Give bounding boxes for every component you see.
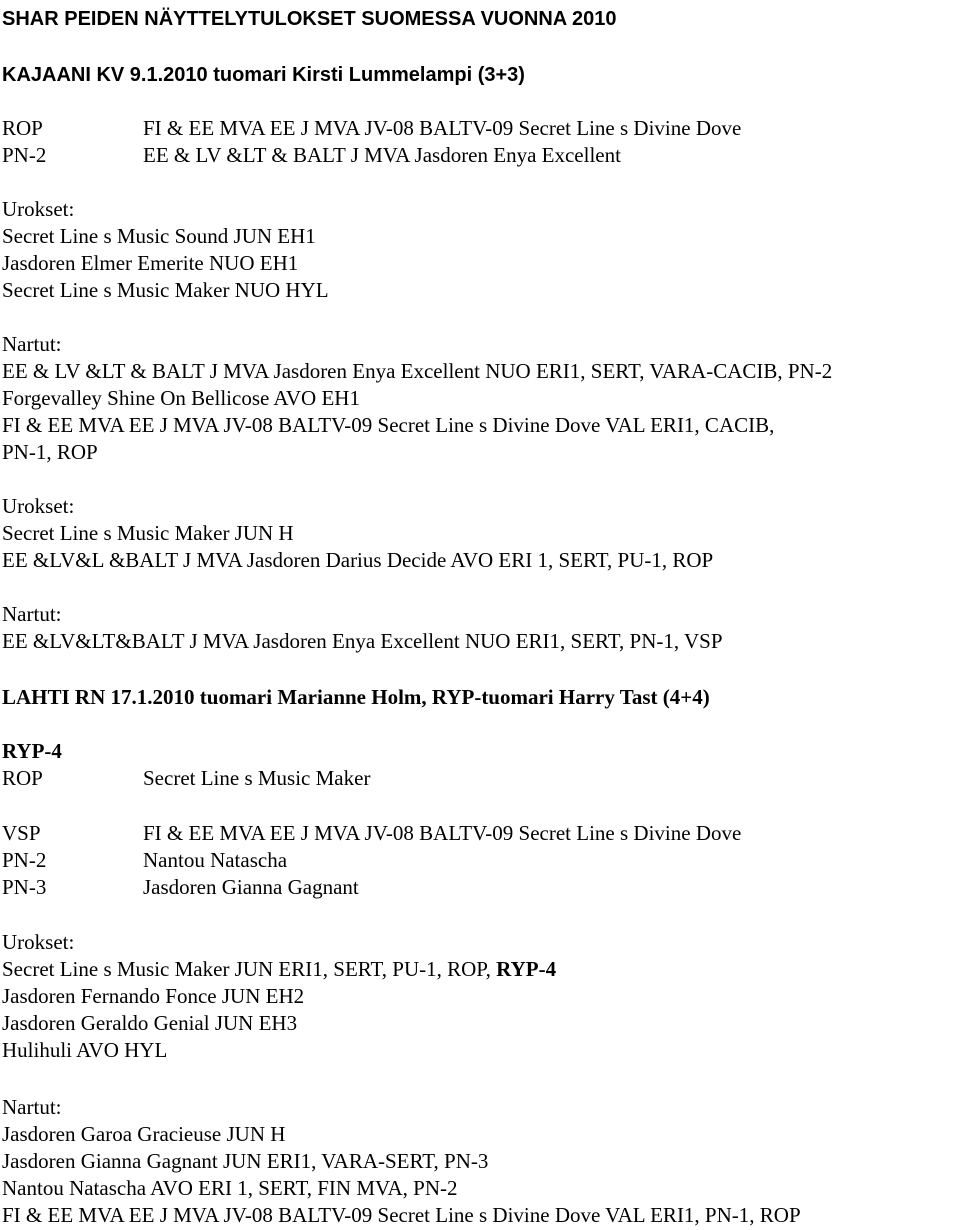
award-label: ROP (2, 116, 43, 140)
result-line: FI & EE MVA EE J MVA JV-08 BALTV-09 Secret Line s Divine Dove VAL ERI1, PN-1, ROP (2, 1203, 801, 1227)
section-heading-males: Urokset: (2, 197, 75, 221)
result-line: Secret Line s Music Maker JUN H (2, 521, 294, 545)
result-line: Secret Line s Music Maker NUO HYL (2, 278, 329, 302)
section-heading-females: Nartut: (2, 1095, 62, 1119)
section-heading-females: Nartut: (2, 602, 62, 626)
show1-title: KAJAANI KV 9.1.2010 tuomari Kirsti Lummelampi (3+3) (2, 64, 525, 86)
result-line: Forgevalley Shine On Bellicose AVO EH1 (2, 386, 360, 410)
result-line: Jasdoren Fernando Fonce JUN EH2 (2, 984, 305, 1008)
award-label: VSP (2, 821, 41, 845)
result-line: FI & EE MVA EE J MVA JV-08 BALTV-09 Secret Line s Divine Dove VAL ERI1, CACIB, (2, 413, 775, 437)
award-value: FI & EE MVA EE J MVA JV-08 BALTV-09 Secret Line s Divine Dove (143, 821, 742, 845)
result-line: Secret Line s Music Sound JUN EH1 (2, 224, 316, 248)
result-line (2, 956, 556, 983)
result-line: EE &LV&LT&BALT J MVA Jasdoren Enya Excellent NUO ERI1, SERT, PN-1, VSP (2, 629, 723, 653)
award-value: Nantou Natascha (143, 848, 288, 872)
result-line: Nantou Natascha AVO ERI 1, SERT, FIN MVA, PN-2 (2, 1176, 458, 1200)
award-label: PN-3 (2, 875, 47, 899)
result-line: PN-1, ROP (2, 440, 98, 464)
award-label: ROP (2, 766, 43, 790)
result-line: Jasdoren Gianna Gagnant JUN ERI1, VARA-SERT, PN-3 (2, 1149, 489, 1173)
document-title: SHAR PEIDEN NÄYTTELYTULOKSET SUOMESSA VUONNA 2010 (2, 8, 617, 30)
result-line: Hulihuli AVO HYL (2, 1038, 168, 1062)
award-label: PN-2 (2, 848, 47, 872)
award-value: FI & EE MVA EE J MVA JV-08 BALTV-09 Secret Line s Divine Dove (143, 116, 742, 140)
award-value: EE & LV &LT & BALT J MVA Jasdoren Enya Excellent (143, 143, 621, 167)
section-heading-females: Nartut: (2, 332, 62, 356)
award-label: PN-2 (2, 143, 47, 167)
result-line: Jasdoren Geraldo Genial JUN EH3 (2, 1011, 298, 1035)
result-line: EE &LV&L &BALT J MVA Jasdoren Darius Decide AVO ERI 1, SERT, PU-1, ROP (2, 548, 714, 572)
ryp-badge: RYP-4 (496, 957, 557, 981)
ryp-placement: RYP-4 (2, 739, 62, 763)
result-line: Jasdoren Garoa Gracieuse JUN H (2, 1122, 286, 1146)
award-value: Jasdoren Gianna Gagnant (143, 875, 359, 899)
result-line: Jasdoren Elmer Emerite NUO EH1 (2, 251, 299, 275)
show2-title: LAHTI RN 17.1.2010 tuomari Marianne Holm, RYP-tuomari Harry Tast (4+4) (2, 685, 710, 709)
section-heading-males: Urokset: (2, 494, 75, 518)
award-value: Secret Line s Music Maker (143, 766, 371, 790)
section-heading-males: Urokset: (2, 930, 75, 954)
result-line: EE & LV &LT & BALT J MVA Jasdoren Enya Excellent NUO ERI1, SERT, VARA-CACIB, PN-2 (2, 359, 833, 383)
result-text: Secret Line s Music Maker JUN ERI1, SERT, PU-1, ROP, (2, 957, 497, 981)
